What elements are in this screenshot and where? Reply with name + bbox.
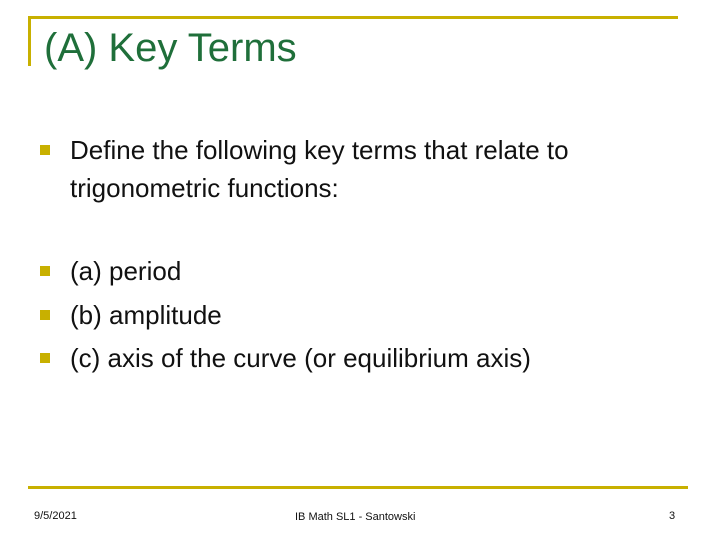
title-frame-left <box>28 16 31 66</box>
footer-date: 9/5/2021 <box>34 510 77 522</box>
bullet-text-continued: trigonometric functions: <box>70 173 339 203</box>
title-frame-top <box>28 16 678 19</box>
bullet-text: (c) axis of the curve (or equilibrium axis) <box>70 343 531 373</box>
footer-divider <box>28 486 688 489</box>
slide-title: (A) Key Terms <box>44 26 297 70</box>
square-bullet-icon <box>40 266 50 276</box>
square-bullet-icon <box>40 145 50 155</box>
page-number: 3 <box>669 510 676 522</box>
square-bullet-icon <box>40 353 50 363</box>
footer-course: IB Math SL1 - Santowski <box>295 511 416 523</box>
bullet-text: Define the following key terms that relate to <box>70 135 569 165</box>
bullet-text: (a) period <box>70 256 182 286</box>
square-bullet-icon <box>40 310 50 320</box>
bullet-text: (b) amplitude <box>70 300 222 330</box>
